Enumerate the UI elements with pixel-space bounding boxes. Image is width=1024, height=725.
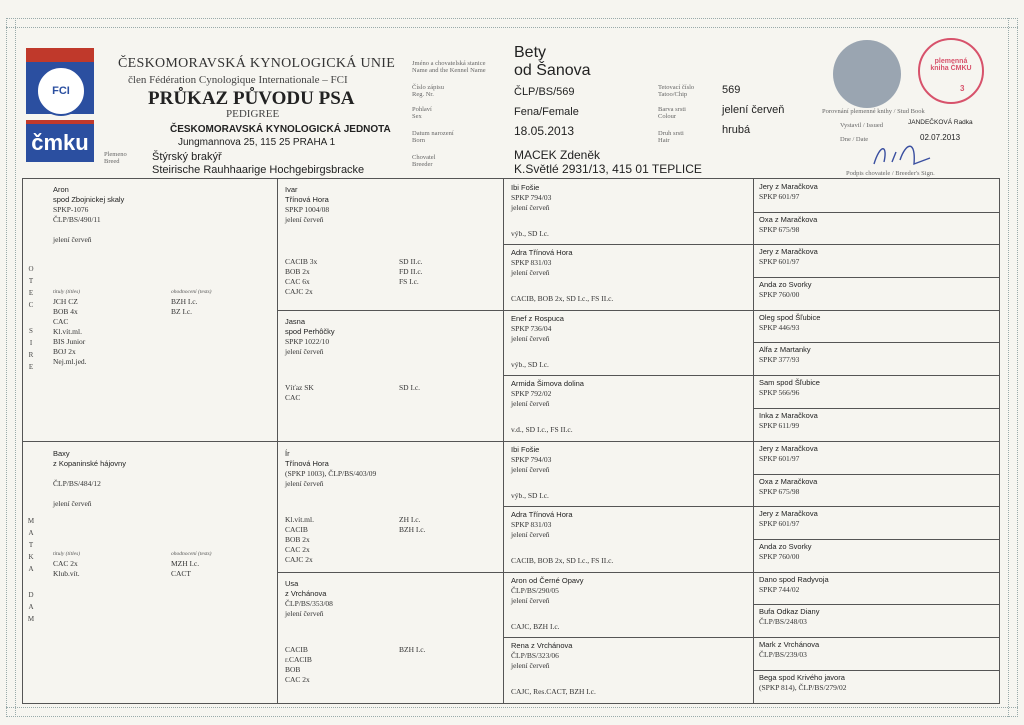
logo-column <box>26 48 94 160</box>
dog-name-line2: od Šanova <box>514 62 591 79</box>
sire-titles-label: tituly (titles) <box>53 289 81 295</box>
sex-label: Pohlaví Sex <box>412 106 432 120</box>
dog-hair: hrubá <box>722 124 751 136</box>
gen2-tests-3: BZH I.c. <box>399 645 426 654</box>
dog-reg: ČLP/BS/569 <box>514 86 575 98</box>
name-label: Jméno a chovatelská stanice Name and the Kennel Name <box>412 60 486 74</box>
gen4-cell-2: Jery z Maračkova SPKP 601/97 <box>759 247 818 266</box>
gen2-cell-2: Ír Třínová Hora (SPKP 1003), ČLP/BS/403/09 jelení červeň <box>285 449 377 488</box>
hologram-stamp-icon <box>833 40 901 108</box>
gen2-cell-3: Usa z Vrchánova ČLP/BS/353/08 jelení červeň <box>285 579 333 618</box>
dam-reg1: ČLP/BS/484/12 <box>53 479 101 488</box>
fci-membership: člen Fédération Cynologique Internationale – FCI <box>128 74 348 86</box>
sire-tests: BZH I.c. BZ I.c. <box>171 297 198 316</box>
gen2-tests-1: SD I.c. <box>399 383 421 392</box>
decorative-border-top <box>6 18 1018 28</box>
gen3-titles-7: CAJC, Res.CACT, BZH I.c. <box>511 687 596 696</box>
gen3-titles-6: CAJC, BZH I.c. <box>511 622 560 631</box>
gen4-cell-6: Sam spod Šľubice SPKP 566/96 <box>759 378 820 397</box>
sire-side-label: O T E C S I R E <box>28 265 34 371</box>
gen2-titles-1: Víťaz SK CAC <box>285 383 314 402</box>
studbook-stamp-icon <box>918 38 984 104</box>
gen4-cell-5: Alfa z Martanky SPKP 377/93 <box>759 345 811 364</box>
dam-name2: z Kopaninské hájovny <box>53 459 126 468</box>
gen3-cell-7: Rena z Vrchánova ČLP/BS/323/06 jelení červeň <box>511 641 573 670</box>
dog-sex: Fena/Female <box>514 106 579 118</box>
sire-titles: JCH CZ BOB 4x CAC Kl.vít.ml. BIS Junior BOJ 2x Nej.ml.jed. <box>53 297 87 366</box>
gen3-titles-4: výb., SD I.c. <box>511 491 549 500</box>
stamp-text: plemenná kniha ČMKU <box>930 58 972 72</box>
fci-logo-icon: FCI <box>36 66 86 116</box>
breeder-name: MACEK Zdeněk <box>514 148 601 162</box>
breed-de: Steirische Rauhhaarige Hochgebirgsbracke <box>152 164 365 176</box>
gen4-cell-0: Jery z Maračkova SPKP 601/97 <box>759 182 818 201</box>
sire-colour: jelení červeň <box>53 235 92 244</box>
club-address: Jungmannova 25, 115 25 PRAHA 1 <box>178 137 336 148</box>
sire-reg2: ČLP/BS/490/11 <box>53 215 101 224</box>
chip-label: Tetovací číslo Tatoo/Chip <box>658 84 695 98</box>
hair-label: Druh srsti Hair <box>658 130 684 144</box>
breed-label: Plemeno Breed <box>104 151 127 165</box>
gen2-cell-1: Jasna spod Perhôčky SPKP 1022/10 jelení červeň <box>285 317 335 356</box>
reg-label: Číslo zápisu Reg. Nr. <box>412 84 444 98</box>
org-name: ČESKOMORAVSKÁ KYNOLOGICKÁ UNIE <box>118 56 396 71</box>
decorative-border-bottom <box>6 707 1018 717</box>
issued-label: Vystavil / Issued <box>840 122 883 129</box>
gen4-cell-1: Oxa z Maračkova SPKP 675/98 <box>759 215 818 234</box>
sire-name1: Aron <box>53 185 69 194</box>
dog-chip: 569 <box>722 84 741 96</box>
sire-reg1: SPKP-1076 <box>53 205 89 214</box>
gen4-cell-3: Anda zo Svorky SPKP 760/00 <box>759 280 812 299</box>
pedigree-table <box>22 178 1000 704</box>
gen4-cell-9: Oxa z Maračkova SPKP 675/98 <box>759 477 818 496</box>
decorative-border-left <box>6 18 16 717</box>
gen3-cell-2: Enef z Rospuca SPKP 736/04 jelení červeň <box>511 314 564 343</box>
breeder-label: Chovatel Breeder <box>412 154 436 168</box>
gen3-cell-0: Ibi Fošie SPKP 794/03 jelení červeň <box>511 183 552 212</box>
signature-icon <box>870 138 940 170</box>
gen2-titles-3: CACIB r.CACIB BOB CAC 2x <box>285 645 312 684</box>
born-label: Datum narození Born <box>412 130 454 144</box>
gen4-cell-12: Dano spod Radyvoja SPKP 744/02 <box>759 575 829 594</box>
dam-colour: jelení červeň <box>53 499 92 508</box>
gen4-cell-13: Bufa Odkaz Diany ČLP/BS/248/03 <box>759 607 820 626</box>
gen3-cell-4: Ibi Fošie SPKP 794/03 jelení červeň <box>511 445 552 474</box>
sign-label: Podpis chovatele / Breeder's Sign. <box>846 170 935 177</box>
gen4-cell-4: Oleg spod Šľubice SPKP 446/93 <box>759 313 821 332</box>
dam-titles-label: tituly (titles) <box>53 551 81 557</box>
decorative-border-right <box>1008 18 1018 717</box>
gen4-cell-10: Jery z Maračkova SPKP 601/97 <box>759 509 818 528</box>
gen4-cell-15: Bega spod Krivého javora (SPKP 814), ČLP/BS/279/02 <box>759 673 847 692</box>
gen3-titles-0: výb., SD I.c. <box>511 229 549 238</box>
gen3-cell-5: Adra Třínová Hora SPKP 831/03 jelení červeň <box>511 510 573 539</box>
issued-by: JANDEČKOVÁ Radka <box>908 119 973 126</box>
gen2-tests-0: SD II.c. FD II.c. FS I.c. <box>399 257 423 286</box>
gen3-cell-6: Aron od Černé Opavy ČLP/BS/290/05 jelení červeň <box>511 576 584 605</box>
document-subtitle: PEDIGREE <box>226 108 280 120</box>
gen4-cell-8: Jery z Maračkova SPKP 601/97 <box>759 444 818 463</box>
gen4-cell-7: Inka z Maračkova SPKP 611/99 <box>759 411 818 430</box>
gen3-cell-3: Armida Šimova dolina SPKP 792/02 jelení červeň <box>511 379 584 408</box>
dam-tests-label: ohodnocení (tests) <box>171 551 212 557</box>
gen4-cell-14: Mark z Vrchánova ČLP/BS/239/03 <box>759 640 820 659</box>
dam-name1: Baxy <box>53 449 70 458</box>
gen4-cell-11: Anda zo Svorky SPKP 760/00 <box>759 542 812 561</box>
gen2-tests-2: ZH I.c. BZH I.c. <box>399 515 426 534</box>
dog-born: 18.05.2013 <box>514 124 575 138</box>
dog-name-line1: Bety <box>514 44 547 61</box>
dog-colour: jelení červeň <box>722 104 785 116</box>
club-name: ČESKOMORAVSKÁ KYNOLOGICKÁ JEDNOTA <box>170 124 391 135</box>
gen3-titles-5: CACIB, BOB 2x, SD I.c., FS II.c. <box>511 556 614 565</box>
colour-label: Barva srsti Colour <box>658 106 686 120</box>
gen3-titles-1: CACIB, BOB 2x, SD I.c., FS II.c. <box>511 294 614 303</box>
document-title: PRŮKAZ PŮVODU PSA <box>148 88 355 109</box>
dam-titles: CAC 2x Klub.vít. <box>53 559 80 578</box>
dam-tests: MZH I.c. CACT <box>171 559 200 578</box>
gen3-titles-3: v.d., SD I.c., FS II.c. <box>511 425 573 434</box>
gen2-titles-0: CACIB 3x BOB 2x CAC 6x CAJC 2x <box>285 257 318 296</box>
gen3-cell-1: Adra Třínová Hora SPKP 831/03 jelení červeň <box>511 248 573 277</box>
gen2-cell-0: Ivar Třínová Hora SPKP 1004/08 jelení červeň <box>285 185 330 224</box>
stamp-number: 3 <box>960 84 965 93</box>
breeder-address: K.Světlé 2931/13, 415 01 TEPLICE <box>514 162 702 176</box>
breed-cs: Štýrský brakýř <box>152 151 222 163</box>
date-label: Dne / Date <box>840 136 869 143</box>
dam-side-label: M A T K A D A M <box>27 517 35 623</box>
cmku-logo-icon: čmku <box>26 120 94 162</box>
gen2-titles-2: Kl.vít.ml. CACIB BOB 2x CAC 2x CAJC 2x <box>285 515 314 564</box>
studbook-label: Porovnání plemenné knihy / Stud Book <box>822 108 925 115</box>
gen3-titles-2: výb., SD I.c. <box>511 360 549 369</box>
dam-cell <box>53 449 126 509</box>
sire-name2: spod Zbojnickej skaly <box>53 195 125 204</box>
logo-red-band <box>26 48 94 62</box>
sire-tests-label: ohodnocení (tests) <box>171 289 212 295</box>
sire-cell <box>53 185 124 245</box>
issued-date: 02.07.2013 <box>920 133 961 142</box>
